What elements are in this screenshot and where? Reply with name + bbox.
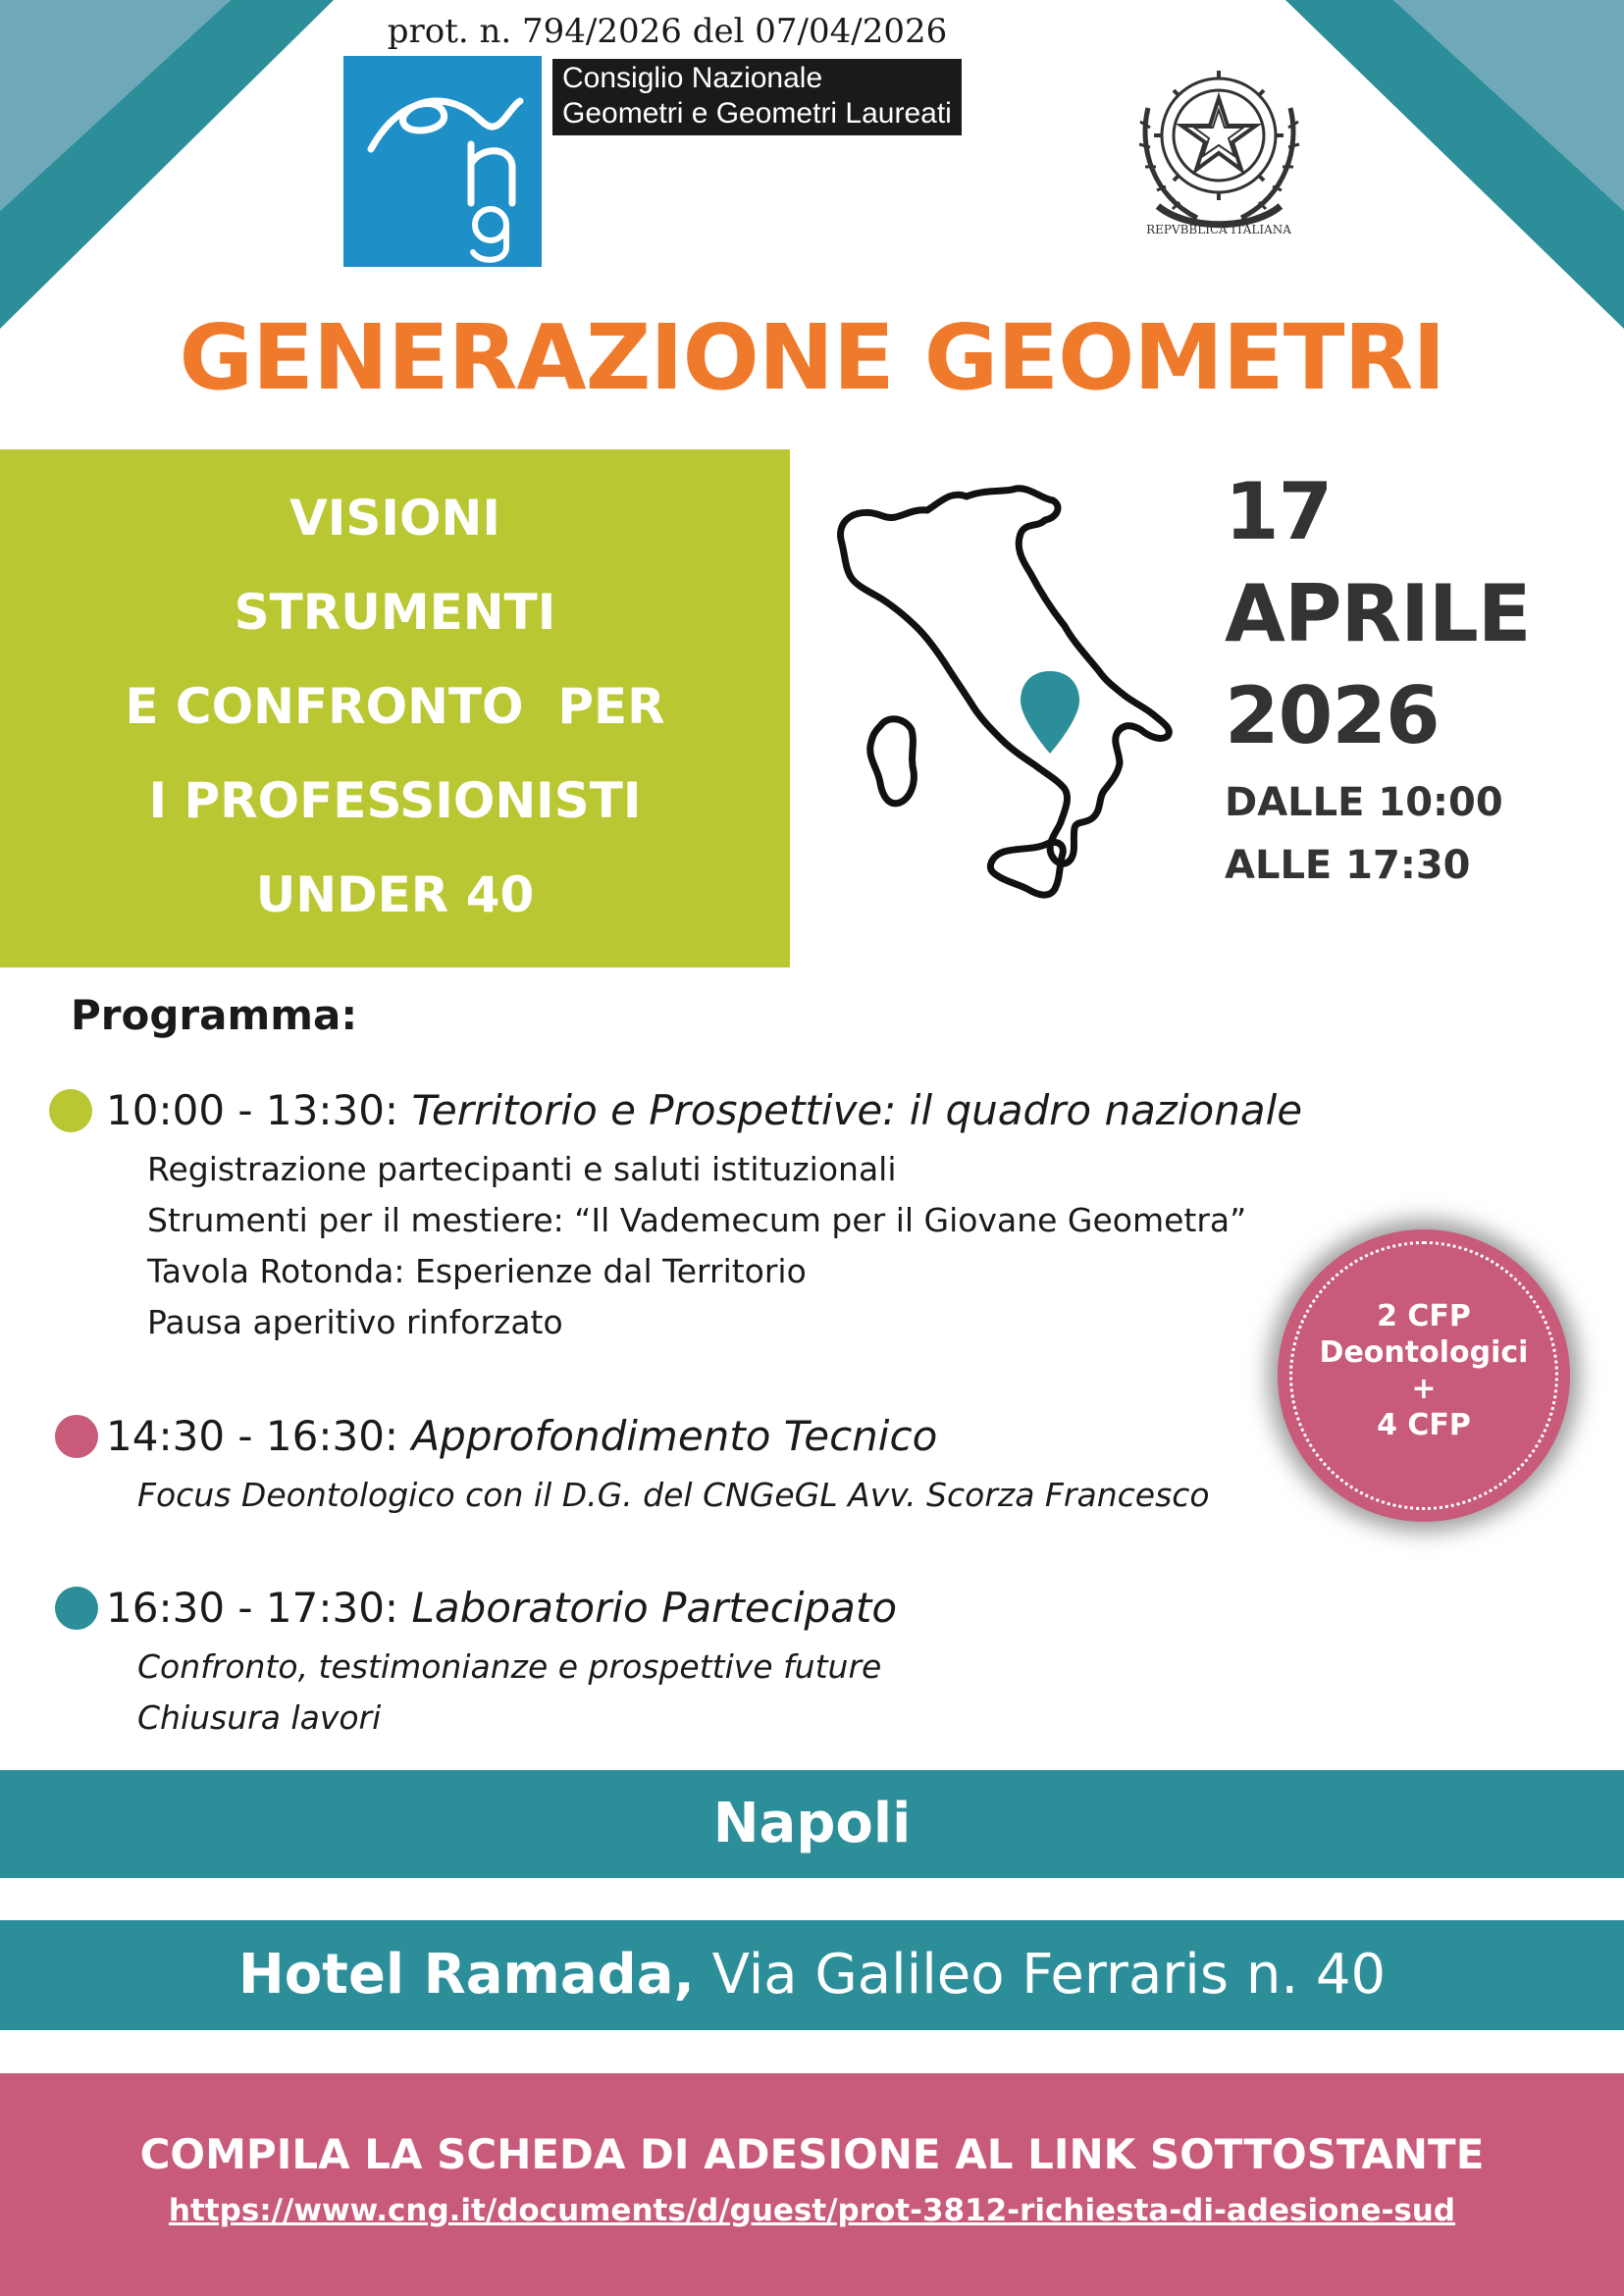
session-1-item: Registrazione partecipanti e saluti istituzionali <box>147 1150 897 1188</box>
badge-line-4: 4 CFP <box>1377 1408 1471 1442</box>
session-1-name: Territorio e Prospettive: il quadro nazionale <box>411 1086 1303 1134</box>
session-2-name: Approfondimento Tecnico <box>411 1412 938 1460</box>
badge-line-2: Deontologici <box>1319 1335 1529 1370</box>
cta-text: COMPILA LA SCHEDA DI ADESIONE AL LINK SOTTOSTANTE <box>139 2130 1485 2178</box>
theme-line-2: STRUMENTI <box>234 584 556 641</box>
badge-line-3: + <box>1411 1372 1437 1406</box>
venue-name: Hotel Ramada, <box>237 1943 695 2007</box>
session-3-time: 16:30 - 17:30: <box>106 1584 399 1632</box>
session-1-item: Strumenti per il mestiere: “Il Vademecum per il Giovane Geometra” <box>147 1201 1247 1239</box>
location-pin-icon <box>1021 671 1079 754</box>
venue-band <box>0 1920 1624 2030</box>
session-2-item: Focus Deontologico con il D.G. del CNGeGL Avv. Scorza Francesco <box>137 1476 1210 1514</box>
italian-republic-emblem <box>1128 49 1310 245</box>
date-day: 17 <box>1225 466 1333 557</box>
theme-line-4: I PROFESSIONISTI <box>148 772 642 829</box>
venue-address: Via Galileo Ferraris n. 40 <box>711 1943 1387 2007</box>
org-name-line1: Consiglio Nazionale <box>562 62 823 94</box>
cng-logo-mark <box>343 56 542 267</box>
session-3-name: Laboratorio Partecipato <box>411 1584 898 1632</box>
session-1-dot-icon <box>49 1089 92 1132</box>
session-1-item: Pausa aperitivo rinforzato <box>147 1303 563 1341</box>
date-year: 2026 <box>1225 670 1440 761</box>
date-month: APRILE <box>1225 568 1531 659</box>
time-from: DALLE 10:00 <box>1225 780 1503 825</box>
session-3-item: Confronto, testimonianze e prospettive future <box>137 1647 882 1686</box>
time-to: ALLE 17:30 <box>1225 843 1471 888</box>
italy-map <box>829 479 1192 911</box>
cfp-badge <box>1278 1229 1570 1522</box>
theme-line-3: E CONFRONTO PER <box>125 678 665 735</box>
registration-link[interactable]: https://www.cng.it/documents/d/guest/prot-3812-richiesta-di-adesione-sud <box>168 2193 1456 2228</box>
session-3-title <box>106 1584 897 1633</box>
event-title: GENERAZIONE GEOMETRI <box>179 305 1445 410</box>
session-2-time: 14:30 - 16:30: <box>106 1412 399 1460</box>
org-name-line2: Geometri e Geometri Laureati <box>562 97 952 130</box>
theme-box <box>0 449 790 967</box>
session-1-title <box>106 1086 1302 1135</box>
session-3-dot-icon <box>55 1587 98 1630</box>
event-date <box>1225 461 1531 897</box>
emblem-ribbon-text: REPVBBLICA ITALIANA <box>1146 223 1291 236</box>
cng-logo <box>343 56 542 267</box>
city-band: Napoli <box>0 1770 1624 1878</box>
protocol-number: prot. n. 794/2026 del 07/04/2026 <box>387 12 948 51</box>
theme-line-1: VISIONI <box>289 490 500 547</box>
theme-line-5: UNDER 40 <box>255 866 535 923</box>
session-2-dot-icon <box>55 1415 98 1458</box>
session-2-title <box>106 1412 937 1461</box>
registration-cta <box>0 2073 1624 2296</box>
organization-name <box>552 59 962 135</box>
session-1-time: 10:00 - 13:30: <box>106 1086 399 1134</box>
session-1-item: Tavola Rotonda: Esperienze dal Territorio <box>147 1252 807 1290</box>
session-3-item: Chiusura lavori <box>137 1698 382 1737</box>
badge-line-1: 2 CFP <box>1377 1299 1471 1333</box>
programma-heading: Programma: <box>71 991 358 1039</box>
